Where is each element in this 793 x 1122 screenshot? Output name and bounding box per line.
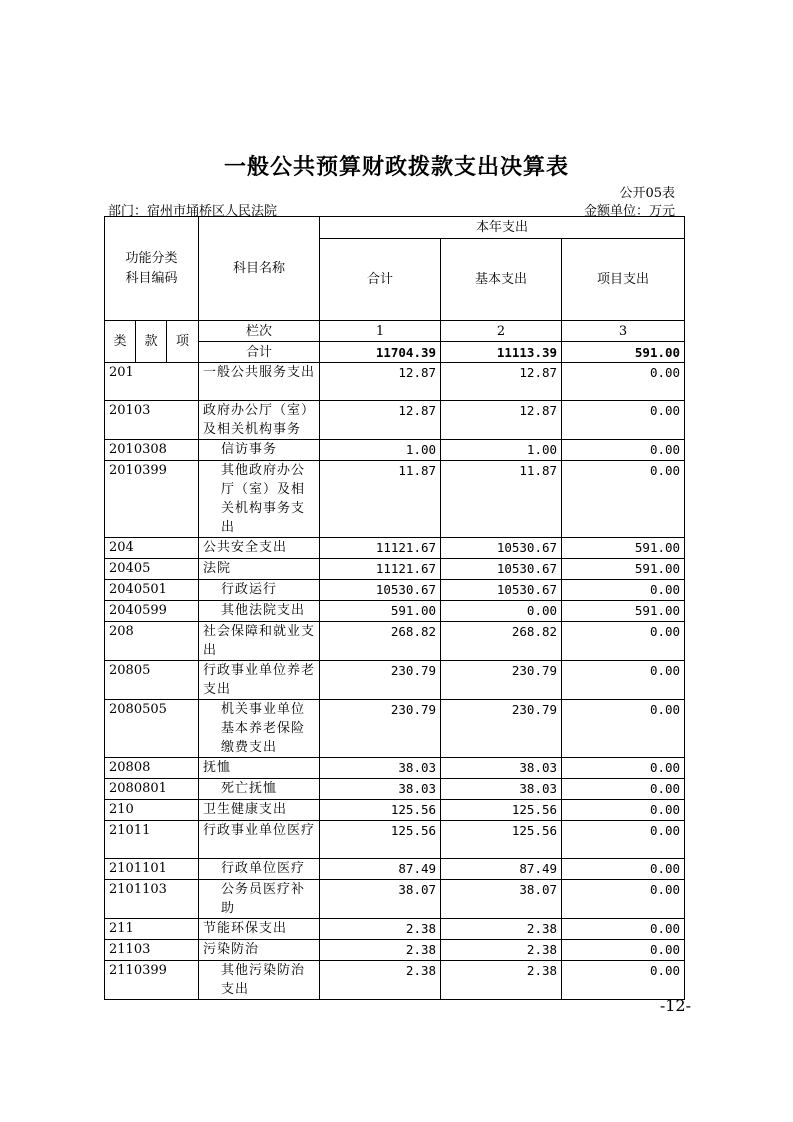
row-code: 2080505 [105, 700, 199, 758]
table-row [105, 758, 685, 779]
row-basic: 125.56 [441, 821, 562, 859]
subject-name-header: 科目名称 [199, 217, 320, 321]
row-total: 38.03 [320, 758, 441, 779]
row-project: 0.00 [562, 880, 685, 919]
row-basic: 38.03 [441, 779, 562, 800]
table-row [105, 622, 685, 661]
kuan-header: 款 [136, 321, 167, 363]
row-code: 204 [105, 538, 199, 559]
row-total: 1.00 [320, 440, 441, 461]
row-total: 2.38 [320, 940, 441, 961]
row-project: 0.00 [562, 700, 685, 758]
expenditure-table [104, 216, 685, 1000]
department-label: 部门：宿州市埇桥区人民法院 [108, 204, 278, 219]
row-total: 11121.67 [320, 559, 441, 580]
table-row [105, 940, 685, 961]
current-year-header: 本年支出 [320, 217, 685, 239]
project-header: 项目支出 [562, 239, 685, 321]
sum-label: 合计 [199, 342, 320, 363]
row-project: 0.00 [562, 919, 685, 940]
sum-basic: 11113.39 [441, 342, 562, 363]
table-row [105, 440, 685, 461]
row-total: 591.00 [320, 601, 441, 622]
sum-total: 11704.39 [320, 342, 441, 363]
row-project: 0.00 [562, 661, 685, 700]
row-subject-name: 节能环保支出 [199, 919, 320, 940]
row-project: 0.00 [562, 940, 685, 961]
row-project: 0.00 [562, 440, 685, 461]
table-row [105, 919, 685, 940]
row-code: 2010308 [105, 440, 199, 461]
table-row [105, 779, 685, 800]
row-project: 591.00 [562, 538, 685, 559]
row-subject-name: 一般公共服务支出 [199, 363, 320, 401]
row-code: 2040599 [105, 601, 199, 622]
row-basic: 230.79 [441, 661, 562, 700]
row-total: 125.56 [320, 800, 441, 821]
row-subject-name: 信访事务 [199, 440, 320, 461]
table-row [105, 880, 685, 919]
row-project: 0.00 [562, 363, 685, 401]
row-project: 0.00 [562, 622, 685, 661]
row-project: 591.00 [562, 559, 685, 580]
table-row [105, 601, 685, 622]
row-total: 230.79 [320, 700, 441, 758]
unit-label: 金额单位：万元 [583, 204, 675, 219]
table-row [105, 538, 685, 559]
row-total: 38.07 [320, 880, 441, 919]
row-project: 0.00 [562, 821, 685, 859]
row-project: 0.00 [562, 580, 685, 601]
total-header: 合计 [320, 239, 441, 321]
row-subject-name: 其他政府办公厅（室）及相关机构事务支出 [199, 461, 320, 538]
xiang-header: 项 [167, 321, 199, 363]
row-subject-name: 公务员医疗补助 [199, 880, 320, 919]
func-class-header: 功能分类 科目编码 [105, 217, 199, 321]
page-number: -12- [659, 996, 691, 1015]
row-subject-name: 法院 [199, 559, 320, 580]
table-row [105, 363, 685, 401]
row-project: 0.00 [562, 779, 685, 800]
row-total: 38.03 [320, 779, 441, 800]
page-title: 一般公共预算财政拨款支出决算表 [223, 155, 569, 180]
row-project: 591.00 [562, 601, 685, 622]
row-basic: 2.38 [441, 940, 562, 961]
row-code: 2101101 [105, 859, 199, 880]
lei-header: 类 [105, 321, 136, 363]
table-row [105, 821, 685, 859]
row-subject-name: 死亡抚恤 [199, 779, 320, 800]
row-project: 0.00 [562, 961, 685, 1000]
col-number-3: 3 [562, 321, 685, 342]
row-subject-name: 机关事业单位基本养老保险缴费支出 [199, 700, 320, 758]
table-row [105, 961, 685, 1000]
row-total: 10530.67 [320, 580, 441, 601]
table-row [105, 661, 685, 700]
basic-header: 基本支出 [441, 239, 562, 321]
row-total: 125.56 [320, 821, 441, 859]
row-code: 20805 [105, 661, 199, 700]
row-basic: 12.87 [441, 363, 562, 401]
table-row [105, 580, 685, 601]
row-total: 268.82 [320, 622, 441, 661]
row-project: 0.00 [562, 401, 685, 440]
row-basic: 10530.67 [441, 538, 562, 559]
row-subject-name: 公共安全支出 [199, 538, 320, 559]
row-subject-name: 行政事业单位养老支出 [199, 661, 320, 700]
row-subject-name: 政府办公厅（室）及相关机构事务 [199, 401, 320, 440]
row-basic: 2.38 [441, 961, 562, 1000]
col-number-1: 1 [320, 321, 441, 342]
row-code: 21011 [105, 821, 199, 859]
row-code: 20808 [105, 758, 199, 779]
table-row [105, 401, 685, 440]
sum-project: 591.00 [562, 342, 685, 363]
form-number: 公开05表 [619, 186, 675, 201]
row-code: 2101103 [105, 880, 199, 919]
table-row [105, 859, 685, 880]
table-row [105, 559, 685, 580]
row-subject-name: 卫生健康支出 [199, 800, 320, 821]
row-total: 11121.67 [320, 538, 441, 559]
row-code: 20405 [105, 559, 199, 580]
row-subject-name: 行政事业单位医疗 [199, 821, 320, 859]
row-basic: 38.07 [441, 880, 562, 919]
row-basic: 12.87 [441, 401, 562, 440]
row-basic: 10530.67 [441, 559, 562, 580]
row-total: 2.38 [320, 919, 441, 940]
row-total: 11.87 [320, 461, 441, 538]
row-basic: 125.56 [441, 800, 562, 821]
row-project: 0.00 [562, 859, 685, 880]
row-code: 2040501 [105, 580, 199, 601]
row-code: 210 [105, 800, 199, 821]
row-project: 0.00 [562, 758, 685, 779]
row-total: 12.87 [320, 363, 441, 401]
row-basic: 0.00 [441, 601, 562, 622]
row-code: 2010399 [105, 461, 199, 538]
row-code: 20103 [105, 401, 199, 440]
row-code: 2080801 [105, 779, 199, 800]
row-code: 21103 [105, 940, 199, 961]
row-basic: 268.82 [441, 622, 562, 661]
row-basic: 10530.67 [441, 580, 562, 601]
row-total: 87.49 [320, 859, 441, 880]
row-basic: 11.87 [441, 461, 562, 538]
row-subject-name: 社会保障和就业支出 [199, 622, 320, 661]
row-total: 230.79 [320, 661, 441, 700]
table-row [105, 461, 685, 538]
row-basic: 38.03 [441, 758, 562, 779]
row-project: 0.00 [562, 461, 685, 538]
col-number-2: 2 [441, 321, 562, 342]
row-subject-name: 行政运行 [199, 580, 320, 601]
table-row [105, 700, 685, 758]
row-basic: 230.79 [441, 700, 562, 758]
row-total: 2.38 [320, 961, 441, 1000]
row-code: 201 [105, 363, 199, 401]
row-basic: 1.00 [441, 440, 562, 461]
row-subject-name: 行政单位医疗 [199, 859, 320, 880]
row-subject-name: 抚恤 [199, 758, 320, 779]
row-project: 0.00 [562, 800, 685, 821]
row-basic: 2.38 [441, 919, 562, 940]
row-subject-name: 其他法院支出 [199, 601, 320, 622]
row-subject-name: 污染防治 [199, 940, 320, 961]
row-code: 208 [105, 622, 199, 661]
row-total: 12.87 [320, 401, 441, 440]
row-subject-name: 其他污染防治支出 [199, 961, 320, 1000]
lanci-label: 栏次 [199, 321, 320, 342]
row-code: 211 [105, 919, 199, 940]
row-basic: 87.49 [441, 859, 562, 880]
table-row [105, 800, 685, 821]
row-code: 2110399 [105, 961, 199, 1000]
